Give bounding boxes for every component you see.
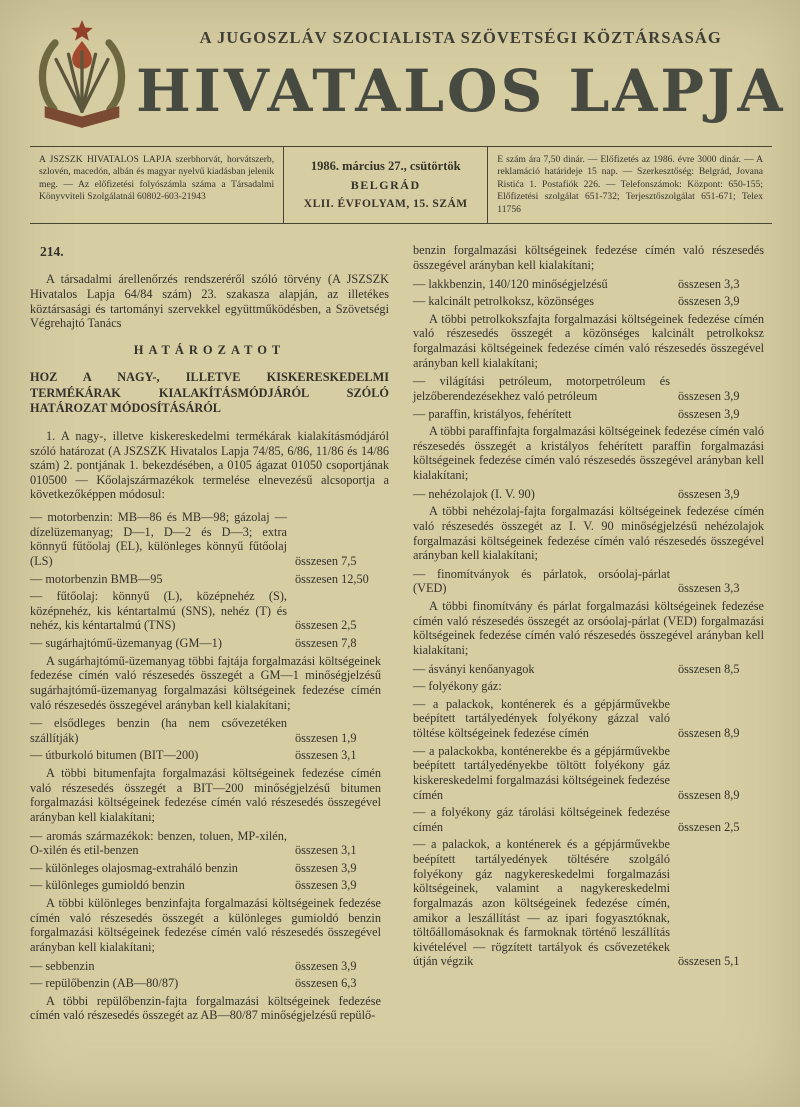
masthead-text (136, 28, 797, 125)
left-tariff-list (30, 510, 389, 1023)
masthead (30, 16, 786, 138)
continuation-paragraph (413, 312, 772, 371)
total-amount: összesen 3,9 (295, 878, 357, 893)
info-row (30, 146, 772, 224)
block-text: A többi bitumenfajta forgalmazási költségeinek fedezése címén való részesedés összegét a BIT—200 minőségjelzésű bitumen forgalmazási költségeinek fedezése címén való részesedés összegével arányban kell kialakítani; (30, 766, 381, 824)
total-amount: összesen 3,3 (678, 581, 740, 596)
block-text: — sugárhajtómű-üzemanyag (GM—1) (30, 636, 222, 651)
continuation-paragraph (30, 896, 389, 955)
point-1-paragraph: 1. A nagy-, illetve kiskereskedelmi termékárak kialakításmódjáról szóló határozat (A JSZSZK Hivatalos Lapja 74/85, 6/86, 11/86 és 14/86 szám) 2. pontjának 1. bekezdésében, a 0105 ágazat 01050 csoportjának 010500 — Kőolajszármazékok termelése elnevezésű alcsoportja a következőképpen módosul: (30, 428, 389, 502)
block-text: A többi repülőbenzin-fajta forgalmazási költségeinek fedezése címén való részesedés összegét az AB—80/87 minőségjelzésű repülő- (30, 993, 381, 1023)
continuation-paragraph (413, 599, 772, 658)
total-amount: összesen 2,5 (678, 819, 740, 834)
tariff-item (413, 407, 772, 422)
total-amount: összesen 8,9 (678, 787, 740, 802)
total-amount: összesen 3,9 (295, 860, 357, 875)
tariff-item (30, 861, 389, 876)
continuation-paragraph (413, 243, 772, 272)
block-text: — különleges gumioldó benzin (30, 878, 185, 893)
article-number: 214. (40, 244, 64, 260)
tariff-item (413, 744, 772, 803)
tariff-item (413, 679, 772, 694)
block-text: — különleges olajosmag-extraháló benzin (30, 860, 238, 875)
block-text: — paraffin, kristályos, fehérített (413, 406, 572, 421)
total-amount: összesen 12,50 (295, 571, 369, 586)
tariff-item (30, 959, 389, 974)
block-text: — repülőbenzin (AB—80/87) (30, 976, 179, 991)
block-text: — sebbenzin (30, 958, 95, 973)
total-amount: összesen 8,5 (678, 661, 740, 676)
wreath-right (109, 43, 122, 109)
block-text: benzin forgalmazási költségeinek fedezése címén való részesedés összegével arányban kell kialakítani; (413, 243, 764, 272)
total-amount: összesen 6,3 (295, 976, 357, 991)
total-amount: összesen 3,3 (678, 276, 740, 291)
tariff-item (413, 277, 772, 292)
block-text: — a palackokba, konténerekbe és a gépjárművekbe beépített tartályedényekbe töltött folyékony gáz kiskereskedelmi forgalmazási költségeinek fedezése címén (413, 743, 670, 802)
total-amount: összesen 3,1 (295, 843, 357, 858)
block-text: — a palackok, konténerek és a gépjárművekbe beépített tartályedények folyékony gázzal való töltése költségeinek fedezése címén (413, 696, 670, 741)
total-amount: összesen 7,5 (295, 553, 357, 568)
tariff-item (413, 487, 772, 502)
issue-volume: XLII. ÉVFOLYAM, 15. SZÁM (303, 198, 468, 211)
intro-paragraph: A társadalmi árellenőrzés rendszeréről szóló törvény (A JSZSZK Hivatalos Lapja 64/84 szám) 23. szakasza alapján, az illetékes köztársasági és tartományi szervekkel együttműködésben, a Szövetségi Végrehajtó Tanács (30, 272, 389, 331)
tariff-item (413, 805, 772, 834)
tariff-item (30, 510, 389, 569)
total-amount: összesen 2,5 (295, 618, 357, 633)
block-text: — útburkoló bitumen (BIT—200) (30, 748, 199, 763)
masthead-overtitle: A JUGOSZLÁV SZOCIALISTA SZÖVETSÉGI KÖZTÁRSASÁG (199, 28, 722, 47)
continuation-paragraph (413, 504, 772, 563)
tariff-item (413, 567, 772, 596)
block-text: — világítási petróleum, motorpetróleum és jelzőberendezésekhez való petróleum (413, 374, 670, 403)
total-amount: összesen 3,9 (678, 294, 740, 309)
block-text: — folyékony gáz: (413, 679, 502, 694)
tariff-item (413, 294, 772, 309)
block-text: — motorbenzin: MB—86 és MB—98; gázolaj — dízelüzemanyag; D—1, D—2 és D—3; extra könnyű fűtőolaj (EL), különleges könnyű fűtőolaj (LS) (30, 510, 287, 568)
total-amount: összesen 8,9 (678, 726, 740, 741)
wreath-left (42, 43, 55, 109)
block-text: — ásványi kenőanyagok (413, 661, 535, 676)
total-amount: összesen 1,9 (295, 730, 357, 745)
continuation-paragraph (413, 424, 772, 483)
coat-of-arms-logo (30, 18, 136, 130)
tariff-item (30, 572, 389, 587)
tariff-item (413, 837, 772, 969)
tariff-item (413, 374, 772, 403)
total-amount: összesen 3,9 (678, 388, 740, 403)
star-icon (71, 20, 93, 41)
continuation-paragraph (30, 654, 389, 713)
block-text: — nehézolajok (I. V. 90) (413, 486, 535, 501)
total-amount: összesen 3,9 (678, 406, 740, 421)
tariff-item (30, 976, 389, 991)
block-text: A sugárhajtómű-üzemanyag többi fajtája forgalmazási költségeinek fedezése címén való részesedés összegét a GM—1 minőségjelzésű sugárhajtómű-üzemanyag forgalmazási költségeinek fedezése címén való részesedés összegével arányban kell kialakítani; (30, 653, 381, 712)
issue-date: 1986. március 27., csütörtök (310, 158, 461, 173)
total-amount: összesen 3,9 (678, 486, 740, 501)
tariff-item (30, 636, 389, 651)
block-text: — aromás származékok: benzen, toluen, MP-xilén, O-xilén és etil-benzen (30, 828, 287, 858)
article-content (30, 242, 772, 1027)
left-column (30, 242, 389, 1027)
issue-info (283, 147, 488, 223)
right-tariff-list (413, 243, 772, 969)
block-text: — motorbenzin BMB—95 (30, 571, 163, 586)
block-text: — finomítványok és párlatok, orsóolaj-párlat (VED) (413, 566, 670, 596)
emblem-graphic (30, 18, 134, 130)
decree-word: HATÁROZATOT (133, 342, 286, 357)
total-amount: összesen 7,8 (295, 636, 357, 651)
continuation-paragraph (30, 766, 389, 825)
right-column (413, 242, 772, 1027)
continuation-paragraph (30, 994, 389, 1023)
block-text: A többi nehézolaj-fajta forgalmazási költségeinek fedezése címén való részesedés összegét az I. V. 90 minőségjelzésű nehézolajok forgalmazási költségeinek fedezése címén való részesedés összegével arányban kell kialakítani; (413, 504, 764, 563)
torches (56, 52, 108, 111)
block-text: — lakkbenzin, 140/120 minőségjelzésű (413, 276, 608, 291)
block-text: A többi különleges benzinfajta forgalmazási költségeinek fedezése címén való részesedés összegét a különleges gumioldó benzin forgalmazási költségeinek fedezése címén való részesedés összegével arányban kell kialakítani; (30, 896, 381, 954)
block-text: — a folyékony gáz tárolási költségeinek fedezése címén (413, 805, 670, 834)
block-text: A többi paraffinfajta forgalmazási költségeinek fedezése címén való részesedés összegét a kristályos fehérített paraffin forgalmazási költségeinek fedezése címén való részesedés összegével arányban kell kialakítani; (413, 424, 764, 483)
block-text: — fűtőolaj: könnyű (L), középnehéz (S), középnehéz, kis kéntartalmú (SNS), nehéz (T) és nehéz, kis kéntartalmú (TNS) (30, 589, 287, 633)
tariff-item (413, 697, 772, 741)
tariff-item (30, 878, 389, 893)
tariff-item (30, 829, 389, 858)
block-text: — kalcinált petrolkoksz, közönséges (413, 294, 594, 309)
total-amount: összesen 3,1 (295, 748, 357, 763)
total-amount: összesen 3,9 (295, 958, 357, 973)
publication-info: A JSZSZK HIVATALOS LAPJA szerbhorvát, horvátszerb, szlovén, macedón, albán és magyar nyelvű kiadásban jelenik meg. — Az előfizetési folyószámla száma a Társadalmi Könyvviteli Szolgálatnál 60802-603-21943 (39, 154, 275, 203)
total-amount: összesen 5,1 (678, 954, 740, 969)
tariff-item (30, 748, 389, 763)
subscription-info: E szám ára 7,50 dinár. — Előfizetés az 1986. évre 3000 dinár. — A reklamáció határideje 15 nap. — Szerkesztőség: Belgrád, Jovana Ristića 1. Postafiók 226. — Telefonszámok: Központ: 650-155; Előfizetési szolgálat 651-732; Terjesztőszolgálat 651-671; Telex 11756 (497, 154, 763, 215)
block-text: A többi finomítvány és párlat forgalmazási költségeinek fedezése címén való részesedés összegét az orsóolaj-párlat (VED) forgalmazási költségeinek fedezése címén való részesedés összegével arányban kell kialakítani; (413, 599, 764, 657)
tariff-item (30, 716, 389, 745)
block-text: — elsődleges benzin (ha nem csővezetéken szállítják) (30, 716, 287, 745)
block-text: — a palackok, a konténerek és a gépjárművekbe beépített tartályedények töltésére szolgáló folyékony gáz nagykereskedelmi forgalmazási költségeinek, valamint a nagykereskedelmi forgalmazás azon költségeinek fedezése címén, amikor a leszállítást — az ipari fogyasztóknak, töltőállomásoknak és farmoknak történő leszállítás kivételével — rögzített tartályok és csővezetékek útján végzik (413, 837, 670, 969)
issue-city: BELGRÁD (350, 178, 421, 193)
tariff-item (30, 589, 389, 633)
block-text: A többi petrolkokszfajta forgalmazási költségeinek fedezése címén való részesedés összegét a közönséges kalcinált petrolkoksz forgalmazási költségeinek fedezése címén való részesedés összegével arányban kell kialakítani; (413, 311, 764, 370)
masthead-title: HIVATALOS LAPJA (136, 57, 786, 125)
decree-title: HOZ A NAGY-, ILLETVE KISKERESKEDELMI TERMÉKÁRAK KIALAKÍTÁSMÓDJÁRÓL SZÓLÓ HATÁROZAT MÓDOSÍTÁSÁRÓL (30, 369, 389, 416)
tariff-item (413, 662, 772, 677)
